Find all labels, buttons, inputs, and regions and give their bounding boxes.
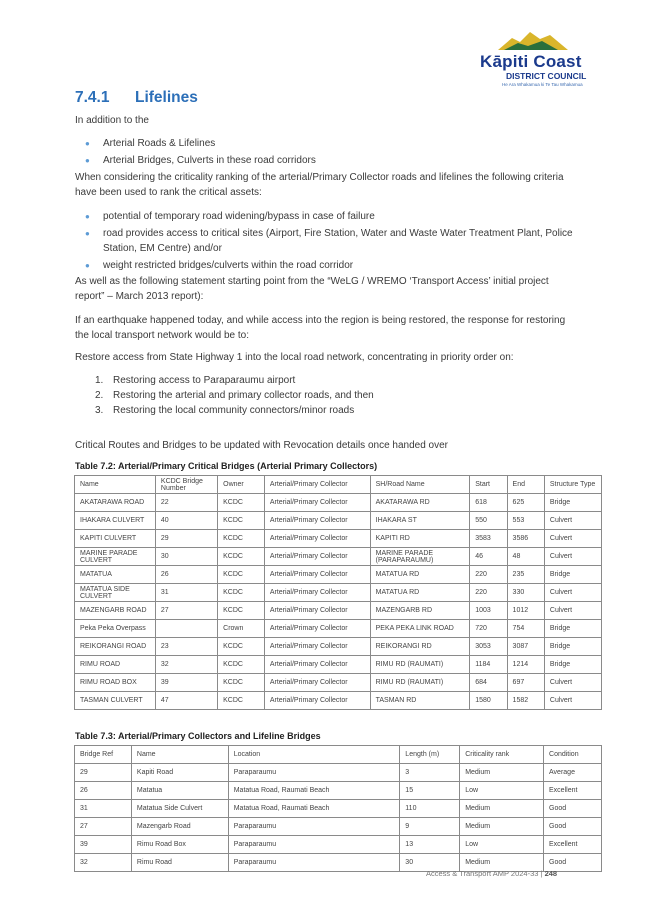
- table-cell: 47: [155, 692, 217, 710]
- section-number: 7.4.1: [75, 89, 110, 106]
- table-cell: AKATARAWA RD: [370, 494, 470, 512]
- table-cell: 3586: [507, 530, 544, 548]
- table-cell: 684: [470, 674, 507, 692]
- list-item: ● Arterial Roads & Lifelines: [85, 138, 216, 149]
- table-cell: Culvert: [544, 530, 601, 548]
- table-cell: Good: [544, 854, 602, 872]
- table-cell: 720: [470, 620, 507, 638]
- column-header: Criticality rank: [460, 746, 544, 764]
- table-cell: RIMU ROAD: [75, 656, 156, 674]
- table-cell: Arterial/Primary Collector: [264, 512, 370, 530]
- table-cell: 31: [75, 800, 132, 818]
- paragraph-critical-routes: Critical Routes and Bridges to be updated with Revocation details once handed over: [75, 440, 449, 451]
- table-header-row: [75, 476, 602, 494]
- table-cell: Bridge: [544, 620, 601, 638]
- table-cell: 3583: [470, 530, 507, 548]
- table-cell: KCDC: [218, 512, 265, 530]
- table-cell: Medium: [460, 764, 544, 782]
- table-cell: REIKORANGI RD: [370, 638, 470, 656]
- table-cell: 23: [155, 638, 217, 656]
- table2-caption: Table 7.3: Arterial/Primary Collectors and Lifeline Bridges: [75, 731, 321, 741]
- column-header: Start: [470, 476, 507, 494]
- table-cell: Good: [544, 800, 602, 818]
- table-cell: 15: [400, 782, 460, 800]
- table-row: [75, 836, 602, 854]
- table-cell: AKATARAWA ROAD: [75, 494, 156, 512]
- table-cell: RIMU RD (RAUMATI): [370, 656, 470, 674]
- table-cell: 39: [155, 674, 217, 692]
- table-cell: Matatua Road, Raumati Beach: [228, 800, 400, 818]
- column-header: Condition: [544, 746, 602, 764]
- table-cell: Arterial/Primary Collector: [264, 656, 370, 674]
- table-row: [75, 674, 602, 692]
- page-footer: [426, 869, 557, 878]
- table-cell: 330: [507, 584, 544, 602]
- table-cell: Peka Peka Overpass: [75, 620, 156, 638]
- table-cell: 13: [400, 836, 460, 854]
- table-cell: Arterial/Primary Collector: [264, 638, 370, 656]
- table-cell: MATATUA: [75, 566, 156, 584]
- column-header: Length (m): [400, 746, 460, 764]
- table-cell: MARINE PARADE (PARAPARAUMU): [370, 548, 470, 566]
- table-cell: Low: [460, 836, 544, 854]
- table-row: [75, 800, 602, 818]
- table-cell: 220: [470, 584, 507, 602]
- section-heading: [75, 89, 198, 107]
- table-header: [75, 476, 602, 494]
- table-cell: 1003: [470, 602, 507, 620]
- bullet-icon: ●: [85, 156, 90, 165]
- table-cell: RIMU RD (RAUMATI): [370, 674, 470, 692]
- table-cell: Good: [544, 818, 602, 836]
- table-cell: 27: [155, 602, 217, 620]
- table-cell: KCDC: [218, 530, 265, 548]
- table-cell: Medium: [460, 818, 544, 836]
- table-cell: 1582: [507, 692, 544, 710]
- table-cell: 40: [155, 512, 217, 530]
- table-row: [75, 602, 602, 620]
- logo-subtitle: DISTRICT COUNCIL: [506, 71, 587, 81]
- table-cell: Arterial/Primary Collector: [264, 674, 370, 692]
- table-row: [75, 656, 602, 674]
- table-cell: KCDC: [218, 548, 265, 566]
- bullet-icon: ●: [85, 212, 90, 221]
- table-cell: PEKA PEKA LINK ROAD: [370, 620, 470, 638]
- column-header: End: [507, 476, 544, 494]
- column-header: Structure Type: [544, 476, 601, 494]
- table-cell: RIMU ROAD BOX: [75, 674, 156, 692]
- table-row: [75, 584, 602, 602]
- table-cell: MARINE PARADE CULVERT: [75, 548, 156, 566]
- table-cell: 32: [75, 854, 132, 872]
- column-header: KCDC Bridge Number: [155, 476, 217, 494]
- table-cell: Rimu Road: [131, 854, 228, 872]
- table-cell: IHAKARA CULVERT: [75, 512, 156, 530]
- table-cell: MAZENGARB RD: [370, 602, 470, 620]
- table-cell: [155, 620, 217, 638]
- table-row: [75, 620, 602, 638]
- table-cell: 48: [507, 548, 544, 566]
- table-cell: 9: [400, 818, 460, 836]
- table-cell: KCDC: [218, 602, 265, 620]
- column-header: Owner: [218, 476, 265, 494]
- table-cell: 3: [400, 764, 460, 782]
- footer-separator: |: [540, 869, 543, 878]
- table-row: [75, 764, 602, 782]
- table-cell: 697: [507, 674, 544, 692]
- mountain-logo-icon: [498, 30, 568, 50]
- table-cell: 618: [470, 494, 507, 512]
- table-cell: Matatua: [131, 782, 228, 800]
- numbered-item: 1. Restoring access to Paraparaumu airport: [95, 375, 296, 386]
- table-cell: 1214: [507, 656, 544, 674]
- table-row: [75, 818, 602, 836]
- paragraph-criteria: When considering the criticality ranking of the arterial/Primary Collector roads and lifelines the following criteria have been used to rank the critical assets:: [75, 172, 564, 198]
- table-cell: 26: [75, 782, 132, 800]
- table-row: [75, 548, 602, 566]
- table-cell: 1012: [507, 602, 544, 620]
- lifeline-bridges-table: [74, 745, 602, 872]
- column-header: Arterial/Primary Collector: [264, 476, 370, 494]
- table-cell: MATATUA SIDE CULVERT: [75, 584, 156, 602]
- table-cell: Low: [460, 782, 544, 800]
- table-cell: Paraparaumu: [228, 764, 400, 782]
- list-item: ● weight restricted bridges/culverts within the road corridor: [85, 260, 354, 271]
- intro-text: In addition to the: [75, 115, 149, 126]
- table-cell: KCDC: [218, 638, 265, 656]
- bullet-icon: ●: [85, 139, 90, 148]
- column-header: Name: [131, 746, 228, 764]
- table-cell: KCDC: [218, 674, 265, 692]
- table-cell: Culvert: [544, 584, 601, 602]
- table-cell: Bridge: [544, 638, 601, 656]
- table-cell: Average: [544, 764, 602, 782]
- bullet-icon: ●: [85, 229, 90, 238]
- table-cell: Culvert: [544, 548, 601, 566]
- table-cell: 1184: [470, 656, 507, 674]
- table-cell: KAPITI RD: [370, 530, 470, 548]
- table-cell: Arterial/Primary Collector: [264, 584, 370, 602]
- table-cell: Medium: [460, 800, 544, 818]
- column-header: Bridge Ref: [75, 746, 132, 764]
- logo-tagline: He Ara Whakamua ki Te Tau Whakamua: [502, 82, 583, 87]
- paragraph-earthquake: If an earthquake happened today, and while access into the region is being restored, the response for restoring the local transport network would be to:: [75, 315, 566, 341]
- table-cell: Paraparaumu: [228, 854, 400, 872]
- table-cell: 27: [75, 818, 132, 836]
- table-header-row: [75, 746, 602, 764]
- council-logo: [474, 30, 594, 98]
- table-header: [75, 746, 602, 764]
- table-row: [75, 692, 602, 710]
- table-cell: Culvert: [544, 692, 601, 710]
- table-cell: 30: [400, 854, 460, 872]
- bridges-table: [74, 475, 602, 710]
- table-cell: KCDC: [218, 566, 265, 584]
- table-cell: 22: [155, 494, 217, 512]
- table-cell: 550: [470, 512, 507, 530]
- list-item: ● Arterial Bridges, Culverts in these road corridors: [85, 155, 316, 166]
- logo-title: Kāpiti Coast: [480, 52, 582, 71]
- table-cell: KCDC: [218, 494, 265, 512]
- table-cell: REIKORANGI ROAD: [75, 638, 156, 656]
- table-cell: Bridge: [544, 566, 601, 584]
- table-cell: Culvert: [544, 674, 601, 692]
- table-cell: Arterial/Primary Collector: [264, 548, 370, 566]
- table-row: [75, 530, 602, 548]
- column-header: SH/Road Name: [370, 476, 470, 494]
- table-cell: Arterial/Primary Collector: [264, 530, 370, 548]
- table-cell: Culvert: [544, 512, 601, 530]
- paragraph-statement: As well as the following statement starting point from the “WeLG / WREMO ‘Transport Access’ initial project report” – March 2013 report):: [75, 276, 549, 302]
- table-cell: Arterial/Primary Collector: [264, 692, 370, 710]
- column-header: Location: [228, 746, 400, 764]
- table-cell: IHAKARA ST: [370, 512, 470, 530]
- table-cell: MATATUA RD: [370, 584, 470, 602]
- numbered-item: 3. Restoring the local community connectors/minor roads: [95, 405, 355, 416]
- table-cell: Medium: [460, 854, 544, 872]
- table-cell: Arterial/Primary Collector: [264, 602, 370, 620]
- table-cell: Paraparaumu: [228, 836, 400, 854]
- table-cell: 46: [470, 548, 507, 566]
- table-cell: KCDC: [218, 584, 265, 602]
- table-cell: KCDC: [218, 692, 265, 710]
- section-title: Lifelines: [135, 89, 198, 106]
- table-cell: Bridge: [544, 494, 601, 512]
- table-cell: Crown: [218, 620, 265, 638]
- table-cell: TASMAN CULVERT: [75, 692, 156, 710]
- table-cell: Arterial/Primary Collector: [264, 566, 370, 584]
- table-cell: Kapiti Road: [131, 764, 228, 782]
- table-cell: 754: [507, 620, 544, 638]
- table-cell: MAZENGARB ROAD: [75, 602, 156, 620]
- table-cell: 31: [155, 584, 217, 602]
- numbered-item: 2. Restoring the arterial and primary collector roads, and then: [95, 390, 374, 401]
- table-cell: 30: [155, 548, 217, 566]
- table-cell: Rimu Road Box: [131, 836, 228, 854]
- list-item: ● potential of temporary road widening/bypass in case of failure: [85, 211, 375, 222]
- table-row: [75, 512, 602, 530]
- table-cell: Bridge: [544, 656, 601, 674]
- table-cell: 29: [155, 530, 217, 548]
- table-cell: TASMAN RD: [370, 692, 470, 710]
- table-row: [75, 782, 602, 800]
- table-cell: 110: [400, 800, 460, 818]
- table-cell: Excellent: [544, 782, 602, 800]
- table-cell: 553: [507, 512, 544, 530]
- table-cell: 625: [507, 494, 544, 512]
- table-row: [75, 566, 602, 584]
- table-cell: MATATUA RD: [370, 566, 470, 584]
- table-cell: Matatua Side Culvert: [131, 800, 228, 818]
- table-cell: Culvert: [544, 602, 601, 620]
- table-cell: 220: [470, 566, 507, 584]
- paragraph-restore: Restore access from State Highway 1 into the local road network, concentrating in priority order on:: [75, 352, 514, 363]
- column-header: Name: [75, 476, 156, 494]
- page-number: 248: [544, 869, 558, 878]
- table-cell: 3053: [470, 638, 507, 656]
- table1-caption: Table 7.2: Arterial/Primary Critical Bridges (Arterial Primary Collectors): [75, 461, 378, 471]
- table-cell: KAPITI CULVERT: [75, 530, 156, 548]
- table-cell: KCDC: [218, 656, 265, 674]
- table-cell: Paraparaumu: [228, 818, 400, 836]
- footer-doc-title: Access & Transport AMP 2024-33: [426, 869, 539, 878]
- table-row: [75, 638, 602, 656]
- bullet-icon: ●: [85, 261, 90, 270]
- table-cell: 29: [75, 764, 132, 782]
- table-cell: Mazengarb Road: [131, 818, 228, 836]
- table-cell: Matatua Road, Raumati Beach: [228, 782, 400, 800]
- table-cell: 39: [75, 836, 132, 854]
- table-cell: 32: [155, 656, 217, 674]
- table-cell: 235: [507, 566, 544, 584]
- table-cell: Excellent: [544, 836, 602, 854]
- list-item: ● road provides access to critical sites (Airport, Fire Station, Water and Waste Water Treatment Plant, Police Station, EM Centre) and/or: [85, 228, 573, 254]
- table-cell: 1580: [470, 692, 507, 710]
- table-cell: 26: [155, 566, 217, 584]
- table-cell: Arterial/Primary Collector: [264, 620, 370, 638]
- table-cell: Arterial/Primary Collector: [264, 494, 370, 512]
- table-row: [75, 494, 602, 512]
- table-cell: 3087: [507, 638, 544, 656]
